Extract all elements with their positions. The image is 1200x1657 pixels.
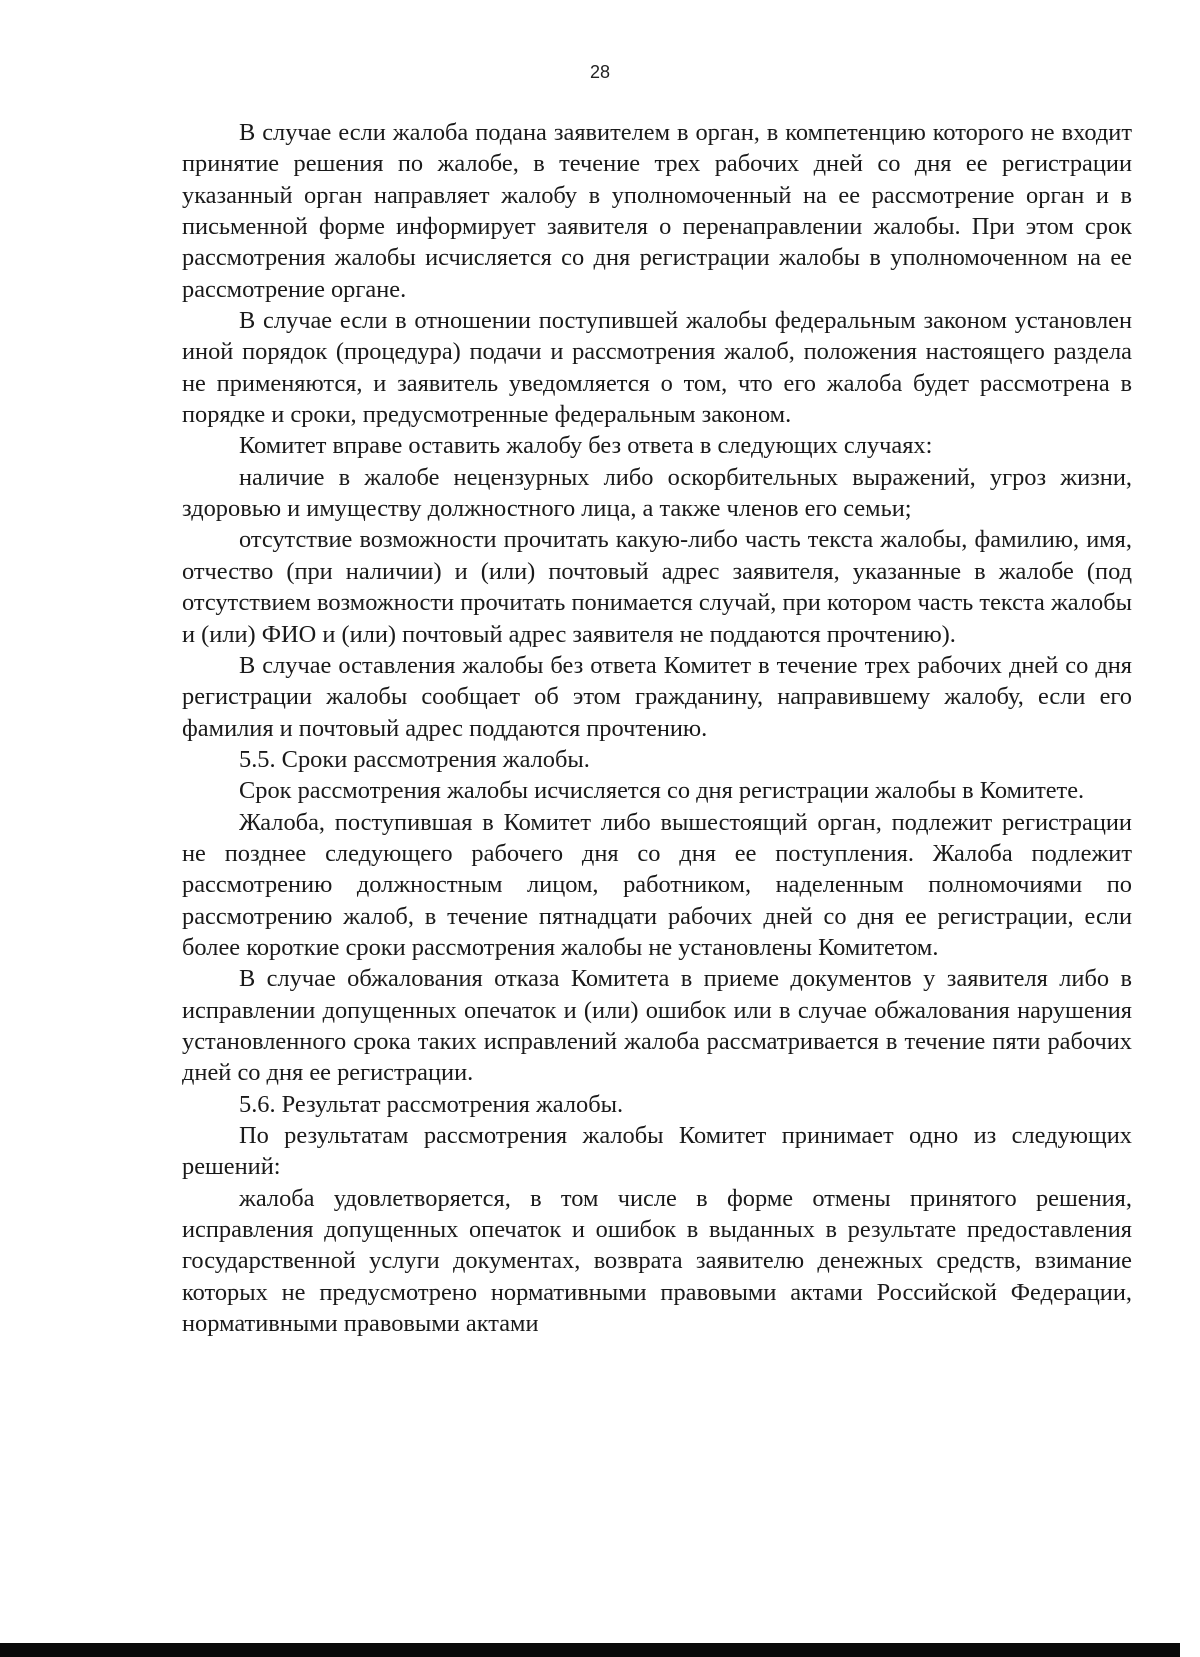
paragraph-refusal-appeal: В случае обжалования отказа Комитета в приеме документов у заявителя либо в исправлении допущенных опечаток и (или) ошибок или в случае обжалования нарушения установленного срока таких исправлений жалоба рассматривается в течение пяти рабочих дней со дня ее регистрации. xyxy=(182,965,1132,1087)
paragraph-term-start: Срок рассмотрения жалобы исчисляется со дня регистрации жалобы в Комитете. xyxy=(239,777,1085,805)
scan-border-gap xyxy=(1180,1643,1200,1657)
section-heading-5-5: 5.5. Сроки рассмотрения жалобы. xyxy=(239,745,590,773)
paragraph-no-answer-notice: В случае оставления жалобы без ответа Комитет в течение трех рабочих дней со дня регистрации жалобы сообщает об этом гражданину, направившему жалобу, если его фамилия и почтовый адрес поддаются прочтению. xyxy=(182,651,1132,742)
section-heading-5-6: 5.6. Результат рассмотрения жалобы. xyxy=(239,1090,624,1118)
paragraph-complaint-redirect: В случае если жалоба подана заявителем в орган, в компетенцию которого не входит принятие решения по жалобе, в течение трех рабочих дней со дня ее регистрации указанный орган направляет жалобу в уполномоченный на ее рассмотрение орган и в письменной форме информирует заявителя о перенаправлении жалобы. При этом срок рассмотрения жалобы исчисляется со дня регистрации жалобы в уполномоченном на ее рассмотрение органе. xyxy=(182,119,1132,303)
paragraph-obscene-language: наличие в жалобе нецензурных либо оскорбительных выражений, угроз жизни, здоровью и имуществу должностного лица, а также членов его семьи; xyxy=(182,463,1132,523)
paragraph-decisions-intro: По результатам рассмотрения жалобы Комитет принимает одно из следующих решений: xyxy=(182,1122,1132,1181)
page-number: 28 xyxy=(589,62,611,82)
paragraph-unreadable-text: отсутствие возможности прочитать какую-либо часть текста жалобы, фамилию, имя, отчество (при наличии) и (или) почтовый адрес заявителя, указанные в жалобе (под отсутствием возможности прочитать понимается случай, при котором часть текста жалобы и (или) ФИО и (или) почтовый адрес заявителя не поддаются прочтению). xyxy=(182,526,1132,648)
paragraph-no-answer-cases: Комитет вправе оставить жалобу без ответа в следующих случаях: xyxy=(239,432,933,460)
paragraph-complaint-satisfied: жалоба удовлетворяется, в том числе в форме отмены принятого решения, исправления допущенных опечаток и ошибок в выданных в результате предоставления государственной услуги документах, возврата заявителю денежных средств, взимание которых не предусмотрено нормативными правовыми актами Российской Федерации, нормативными правовыми актами xyxy=(182,1184,1132,1338)
paragraph-registration-term: Жалоба, поступившая в Комитет либо вышестоящий орган, подлежит регистрации не позднее следующего рабочего дня со дня ее поступления. Жалоба подлежит рассмотрению должностным лицом, работником, наделенным полномочиями по рассмотрению жалоб, в течение пятнадцати рабочих дней со дня ее регистрации, если более короткие сроки рассмотрения жалобы не установлены Комитетом. xyxy=(182,808,1132,961)
document-body xyxy=(182,117,1132,1339)
scan-border-bottom xyxy=(0,1643,1200,1657)
paragraph-federal-law-procedure: В случае если в отношении поступившей жалобы федеральным законом установлен иной порядок (процедура) подачи и рассмотрения жалоб, положения настоящего раздела не применяются, и заявитель уведомляется о том, что его жалоба будет рассмотрена в порядке и сроки, предусмотренные федеральным законом. xyxy=(182,307,1132,429)
